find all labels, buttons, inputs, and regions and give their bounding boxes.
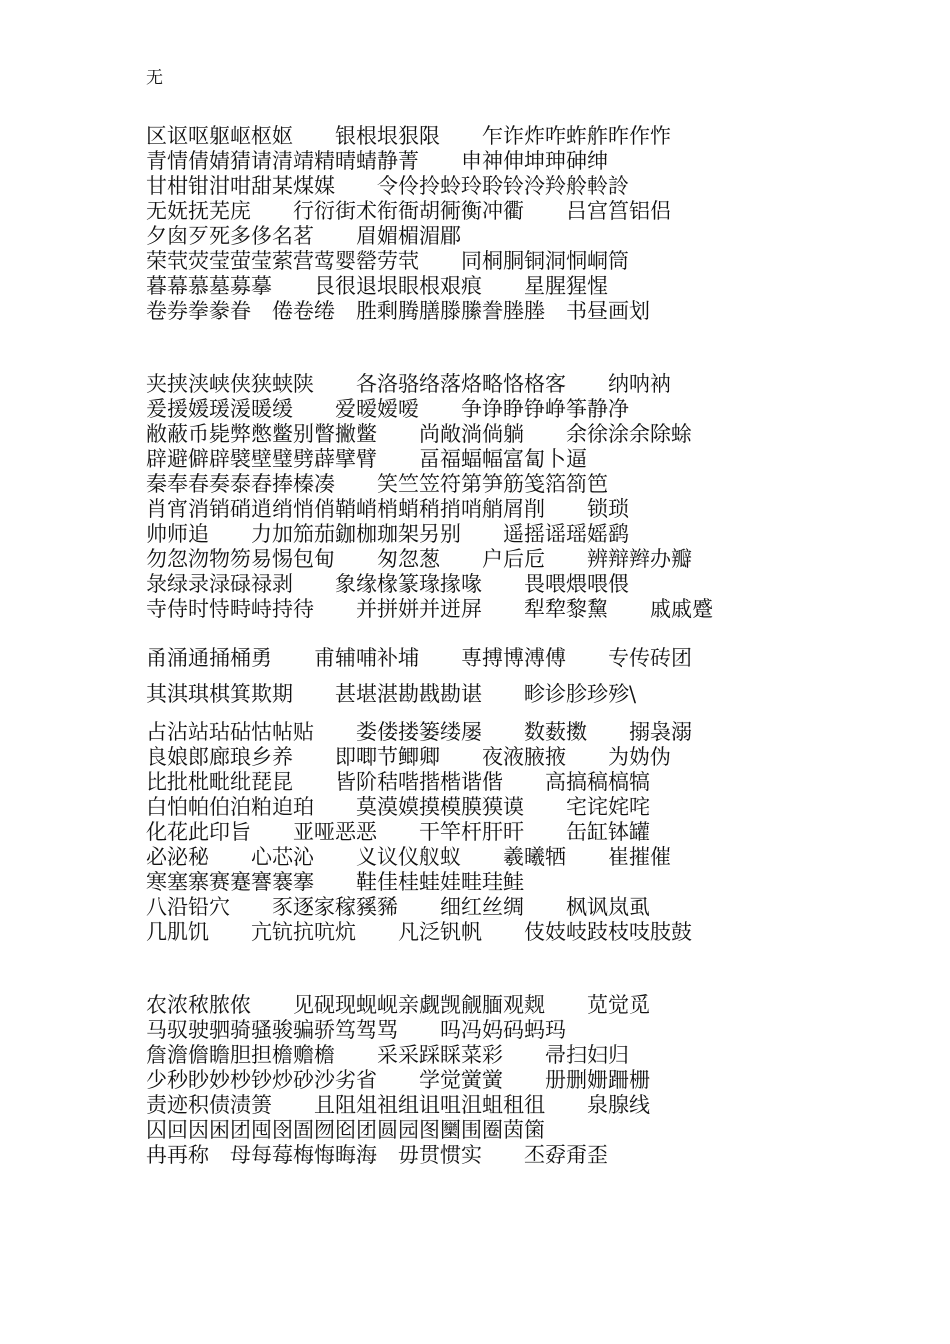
text-line: 囚回因困团囤囹圄囫囵团圆园图圞围圈茵箘 [146,1118,545,1142]
header-word: 无 [146,68,163,88]
text-line: 寺侍时恃畤峙持待 并拼姘并迸屏 犁犂黎黧 戚戚蹙 [146,597,713,621]
character-group-6 [146,993,906,1168]
text-line: 几肌饥 亢钪抗吭炕 凡泛钒帆 伎妓岐跂枝吱肢鼓 [146,920,692,944]
text-line: 化花此印旨 亚哑恶恶 干竿杆肝旰 缶缸钵罐 [146,820,650,844]
text-line: 马驭驶驷骑骚骏骗骄笃驾骂 吗冯妈码蚂玛 [146,1018,566,1042]
text-line: 荣茕荧莹萤莹萦营莺婴罃劳茕 同桐胴铜洞恫峒筒 [146,249,629,273]
character-group-1 [146,124,906,324]
text-line: 詹澹儋瞻胆担檐赡檐 采采踩睬菜彩 帚扫妇归 [146,1043,629,1067]
text-line: 无妩抚芜庑 行衍街术衔衙胡衕衡冲衢 吕宫筥铝侣 [146,199,671,223]
text-line: 农浓秾脓侬 见砚现蚬岘亲觑觊觎腼观觌 苋觉觅 [146,993,650,1017]
text-line: 占沾站玷砧怙帖贴 娄偻搂篓缕屡 数薮擞 搦袅溺 [146,720,692,744]
text-line: 暮幕慕墓募摹 艮很退垠眼根艰痕 星腥猩惺 [146,274,608,298]
text-line: 甘柑钳泔咁甜某煤媒 令伶拎蛉玲聆铃泠羚舲軨詅 [146,174,629,198]
text-line: 良娘郎廊琅乡养 即唧节鲫卿 夜液腋掖 为妫伪 [146,745,671,769]
text-line: 夕囱歹死多侈名茗 眉媚楣湄郿 [146,224,461,248]
text-line: 敝蔽币毙弊憋鳖别瞥撇鳖 尚敞淌倘躺 余徐涂余除蜍 [146,422,692,446]
text-line: 寒塞寨赛蹇謇褰搴 鞋佳桂蛙娃畦珪鲑 [146,870,524,894]
text-line: 青情倩婧猜请清靖精晴蜻静菁 申神伸坤珅砷绅 [146,149,608,173]
character-group-5 [146,720,906,945]
text-line: 甬涌通捅桶勇 甫辅哺补埔 専搏博溥傅 专传砖团 [146,646,692,670]
text-line: 责迹积债渍箦 且阻俎祖组诅咀沮蛆租徂 泉腺线 [146,1093,650,1117]
text-line: 必泌秘 心芯沁 义议仪舣蚁 羲曦牺 崔摧催 [146,845,671,869]
text-line: 冉再称 母每莓梅悔晦海 毋贯惯实 丕孬甭歪 [146,1143,608,1167]
text-line: 八沿铅穴 豕逐家稼豯豨 细红丝绸 枫讽岚虱 [146,895,650,919]
text-line: 少秒眇妙杪钞炒砂沙劣省 学觉黉黉 册删姗跚栅 [146,1068,650,1092]
text-line: 帅师追 力加笳茄鉫枷珈架另别 遥摇谣瑶媱鹞 [146,522,629,546]
character-group-4 [146,682,906,707]
text-line: 区讴呕躯岖枢妪 银根垠狠限 乍诈炸咋蚱舴昨作怍 [146,124,671,148]
text-line: 彔绿录渌碌禄剥 象缘椽篆瑑掾喙 畏喂煨喂偎 [146,572,629,596]
text-line: 肖宵消销硝逍绡悄俏鞘峭梢蛸稍捎哨艄屑削 锁琐 [146,497,629,521]
character-group-2 [146,372,906,622]
text-line: 夹挟浃峡侠狭蛱陕 各洛骆络落烙略恪格客 纳呐衲 [146,372,671,396]
character-group-3 [146,646,906,671]
text-line: 比批枇毗纰琵昆 皆阶秸喈揩楷谐偕 高搞稿槁犒 [146,770,650,794]
text-line: 其淇琪棋箕欺期 甚堪湛勘戡勘谌 畛诊胗珍殄\ [146,682,637,706]
text-line: 勿忽沕物笏易惕包甸 匆忽葱 户后卮 辨辩辫办瓣 [146,547,692,571]
text-line: 白怕帕伯泊粕迫珀 莫漠嫫摸模膜獏谟 宅诧姹咤 [146,795,650,819]
text-line: 卷券拳豢眷 倦卷绻 胜剩腾膳滕縢誊塍塍 书昼画划 [146,299,650,323]
text-line: 辟避僻辟襞壁璧劈薜擘臂 畐福蝠幅富匐卜逼 [146,447,587,471]
text-line: 爰援媛瑗湲暖缓 爱暧嫒嗳 争诤睁铮峥筝静净 [146,397,629,421]
text-line: 秦奉春奏泰舂捧榛凑 笑竺笠符第笋筋笺箔箚笆 [146,472,608,496]
